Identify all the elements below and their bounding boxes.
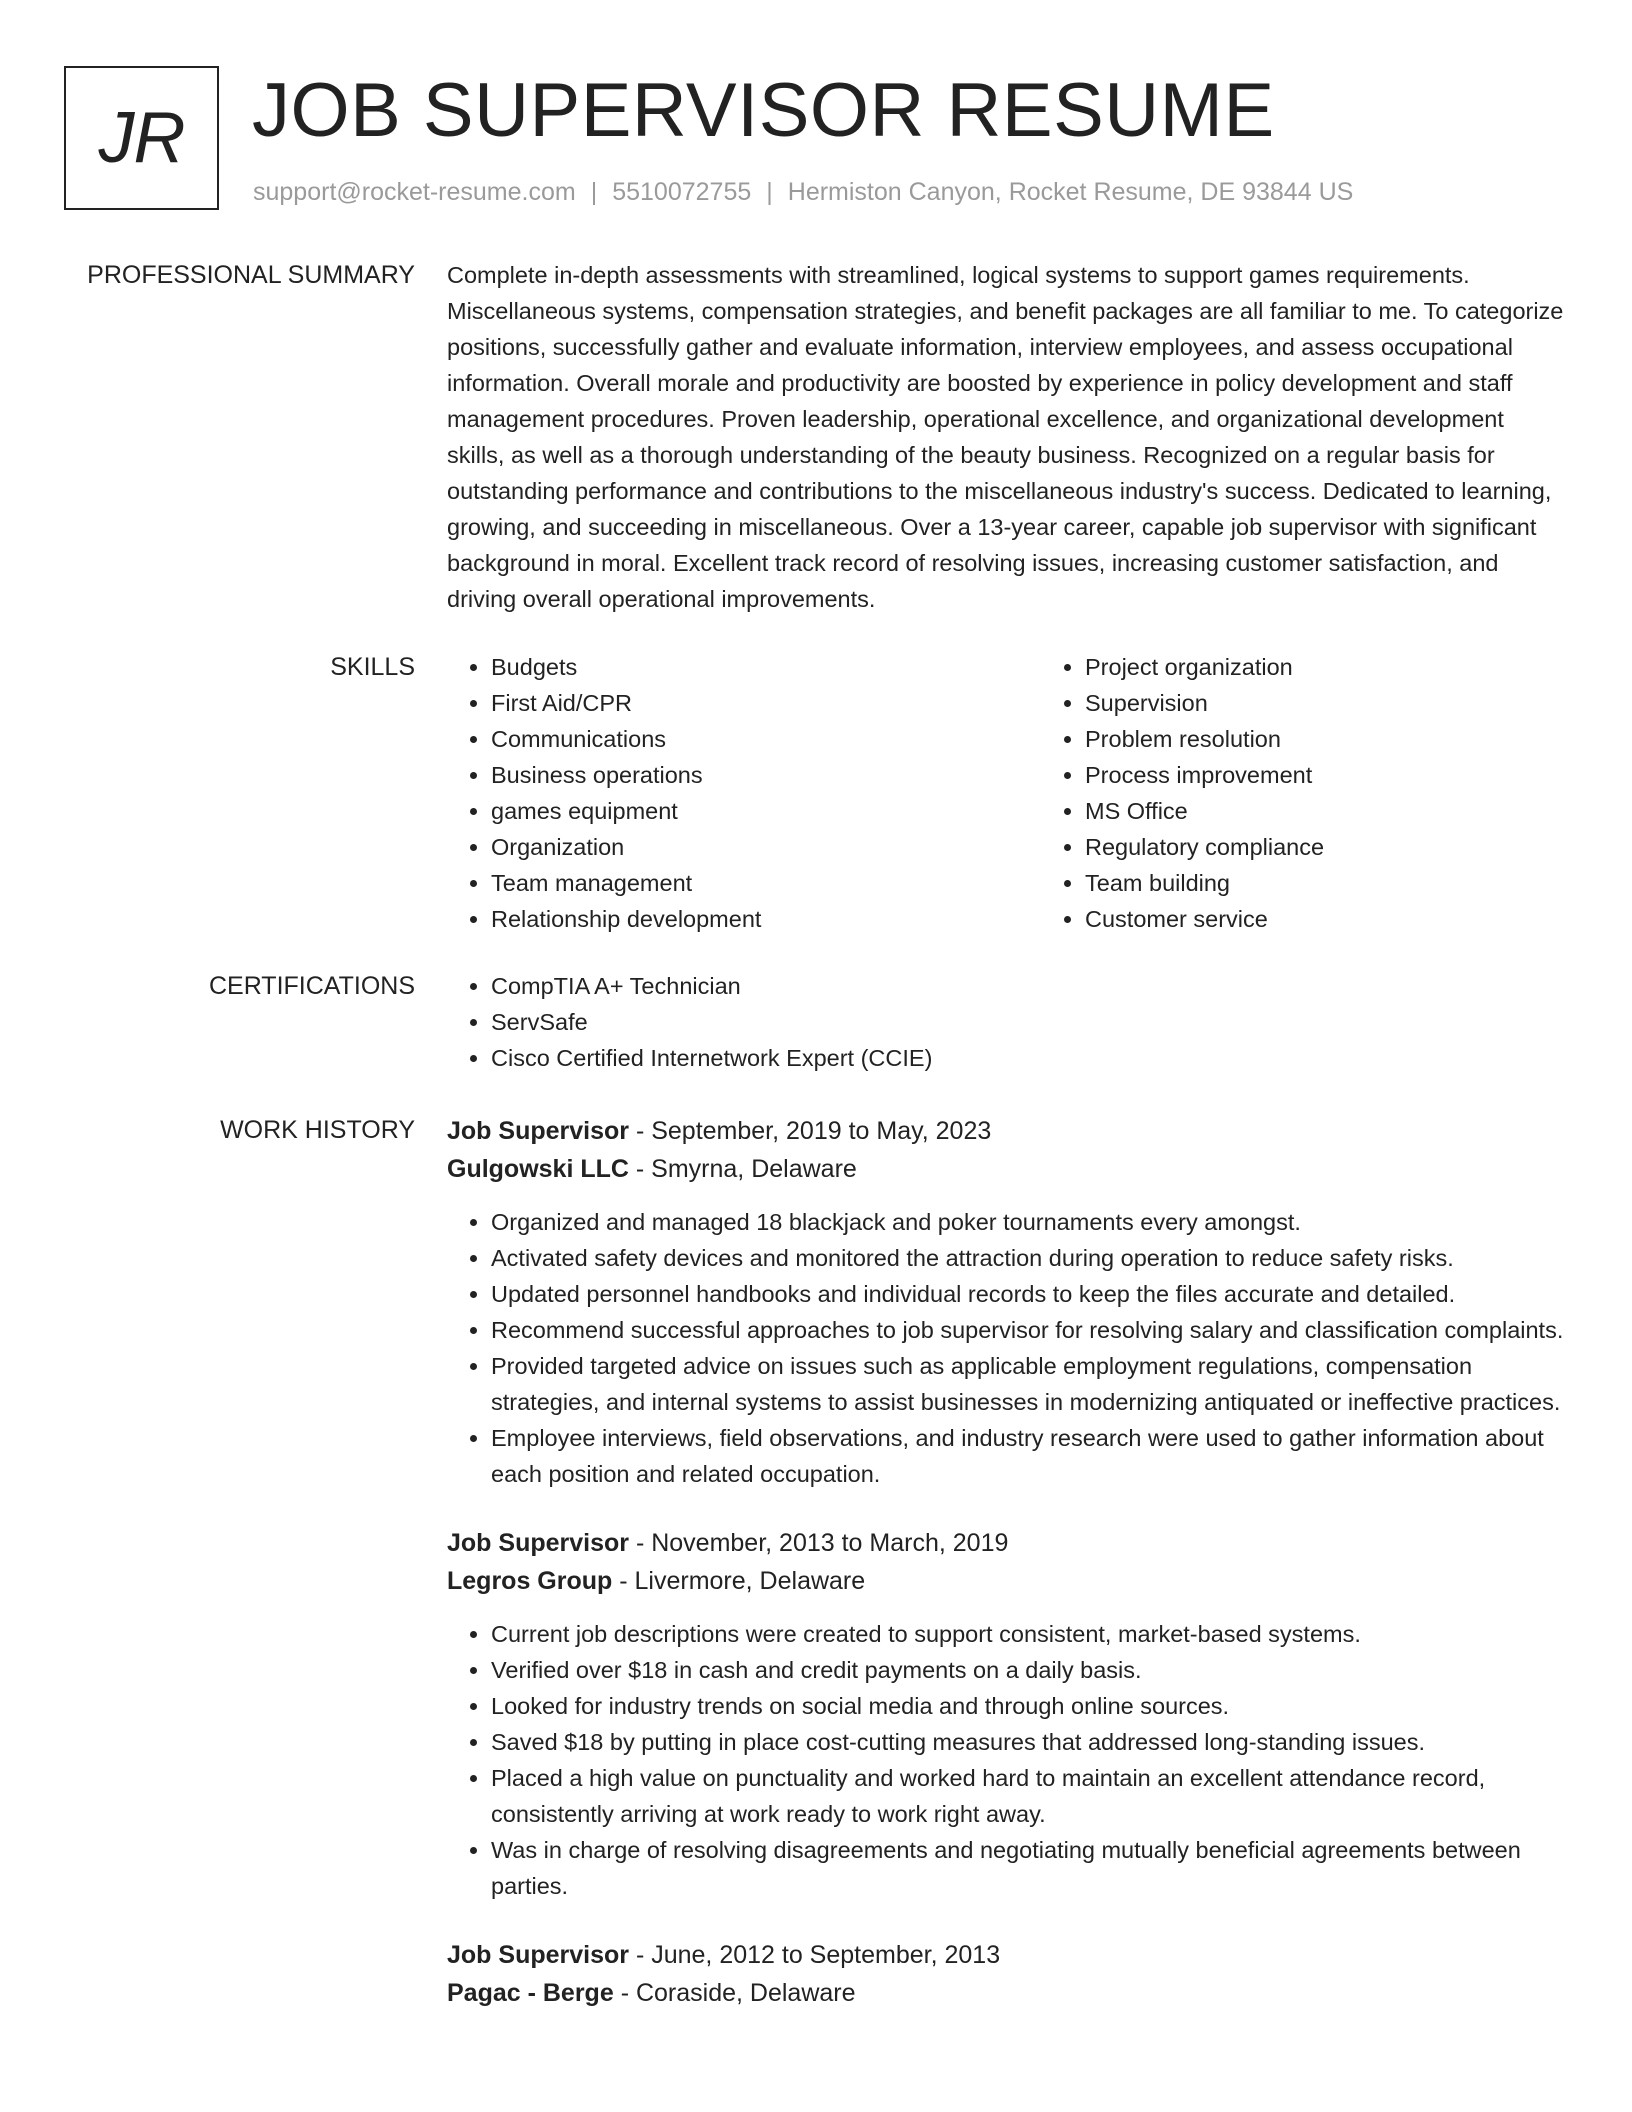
- job-duty: • Saved $18 by putting in place cost-cutting measures that addressed long-standing issues.: [491, 1724, 1565, 1760]
- job-duties-list: [447, 1616, 1565, 1904]
- skill-item: • Project organization: [1085, 649, 1632, 685]
- contact-line: [253, 174, 1353, 212]
- skill-item: • Business operations: [491, 757, 1041, 793]
- skill-item: • Team building: [1085, 865, 1632, 901]
- skill-item: • Communications: [491, 721, 1041, 757]
- contact-phone[interactable]: 5510072755: [612, 178, 752, 206]
- job-company-line: [447, 1562, 1565, 1600]
- job-duty: • Provided targeted advice on issues such as applicable employment regulations, compensation strategies, and internal systems to assist businesses in modernizing antiquated or ineffective practices.: [491, 1348, 1565, 1420]
- contact-email[interactable]: support@rocket-resume.com: [253, 178, 576, 206]
- job-duties-list: [447, 1204, 1565, 1492]
- job-location: - Coraside, Delaware: [613, 1979, 856, 2007]
- job-duty: • Verified over $18 in cash and credit payments on a daily basis.: [491, 1652, 1565, 1688]
- job-entry: [447, 1524, 1565, 1904]
- job-location: - Smyrna, Delaware: [628, 1155, 857, 1183]
- job-title-line: [447, 1936, 1565, 1974]
- section-label-skills: SKILLS: [330, 653, 415, 681]
- job-company: Legros Group: [447, 1567, 613, 1595]
- job-title: Job Supervisor: [447, 1941, 629, 1969]
- job-title-line: [447, 1112, 1565, 1150]
- job-duty: • Updated personnel handbooks and individual records to keep the files accurate and detailed.: [491, 1276, 1565, 1312]
- skills-list-right: [1041, 649, 1632, 937]
- skill-item: • MS Office: [1085, 793, 1632, 829]
- certification-item: • CompTIA A+ Technician: [491, 968, 1565, 1004]
- job-dates: - November, 2013 to March, 2019: [629, 1529, 1009, 1557]
- job-company: Pagac - Berge: [447, 1979, 614, 2007]
- skill-item: • Organization: [491, 829, 1041, 865]
- job-dates: - June, 2012 to September, 2013: [629, 1941, 1001, 1969]
- job-duty: • Was in charge of resolving disagreements and negotiating mutually beneficial agreements between parties.: [491, 1832, 1565, 1904]
- skill-item: • Relationship development: [491, 901, 1041, 937]
- certification-item: • ServSafe: [491, 1004, 1565, 1040]
- job-duty: • Current job descriptions were created to support consistent, market-based systems.: [491, 1616, 1565, 1652]
- skills-list-left: [447, 649, 1041, 937]
- job-entry: [447, 1112, 1565, 1492]
- job-duty: • Placed a high value on punctuality and worked hard to maintain an excellent attendance record, consistently arriving at work ready to work right away.: [491, 1760, 1565, 1832]
- job-title-line: [447, 1524, 1565, 1562]
- job-location: - Livermore, Delaware: [612, 1567, 866, 1595]
- summary-text: Complete in-depth assessments with streamlined, logical systems to support games requirements. Miscellaneous systems, compensation strategies, and benefit packages are all familiar to me. To categorize positions, successfully gather and evaluate information, interview employees, and assess occupational information. Overall morale and productivity are boosted by experience in policy development and staff management procedures. Proven leadership, operational excellence, and organizational development skills, as well as a thorough understanding of the beauty business. Recognized on a regular basis for outstanding performance and contributions to the miscellaneous industry's success. Dedicated to learning, growing, and succeeding in miscellaneous. Over a 13-year career, capable job supervisor with significant background in moral. Excellent track record of resolving issues, increasing customer satisfaction, and driving overall operational improvements.: [447, 262, 1564, 612]
- resume-header: [64, 66, 1564, 210]
- monogram-box: [64, 66, 219, 210]
- skill-item: • Customer service: [1085, 901, 1632, 937]
- job-dates: - September, 2019 to May, 2023: [629, 1117, 992, 1145]
- skill-item: • Regulatory compliance: [1085, 829, 1632, 865]
- resume-title: JOB SUPERVISOR RESUME: [252, 68, 1275, 153]
- job-company-line: [447, 1150, 1565, 1188]
- certification-item: • Cisco Certified Internetwork Expert (CCIE): [491, 1040, 1565, 1076]
- monogram-initials: JR: [98, 98, 185, 178]
- contact-separator: |: [766, 178, 773, 206]
- job-company: Gulgowski LLC: [447, 1155, 629, 1183]
- job-title: Job Supervisor: [447, 1117, 629, 1145]
- certifications-list: [447, 968, 1565, 1076]
- job-entry: [447, 1936, 1565, 2012]
- job-duty: • Organized and managed 18 blackjack and poker tournaments every amongst.: [491, 1204, 1565, 1240]
- job-duty: • Activated safety devices and monitored the attraction during operation to reduce safety risks.: [491, 1240, 1565, 1276]
- skill-item: • Problem resolution: [1085, 721, 1632, 757]
- section-label-work-history: WORK HISTORY: [220, 1116, 415, 1144]
- skill-item: • Team management: [491, 865, 1041, 901]
- job-duty: • Looked for industry trends on social media and through online sources.: [491, 1688, 1565, 1724]
- job-duty: • Employee interviews, field observations, and industry research were used to gather information about each position and related occupation.: [491, 1420, 1565, 1492]
- job-duty: • Recommend successful approaches to job supervisor for resolving salary and classification complaints.: [491, 1312, 1565, 1348]
- skill-item: • Supervision: [1085, 685, 1632, 721]
- skill-item: • First Aid/CPR: [491, 685, 1041, 721]
- skill-item: • games equipment: [491, 793, 1041, 829]
- section-label-summary: PROFESSIONAL SUMMARY: [87, 261, 415, 289]
- contact-address: Hermiston Canyon, Rocket Resume, DE 93844 US: [787, 178, 1354, 206]
- section-label-certifications: CERTIFICATIONS: [208, 972, 415, 1000]
- contact-separator: |: [590, 178, 598, 206]
- job-title: Job Supervisor: [447, 1529, 629, 1557]
- job-company-line: [447, 1974, 1565, 2012]
- skill-item: • Process improvement: [1085, 757, 1632, 793]
- skill-item: • Budgets: [491, 649, 1041, 685]
